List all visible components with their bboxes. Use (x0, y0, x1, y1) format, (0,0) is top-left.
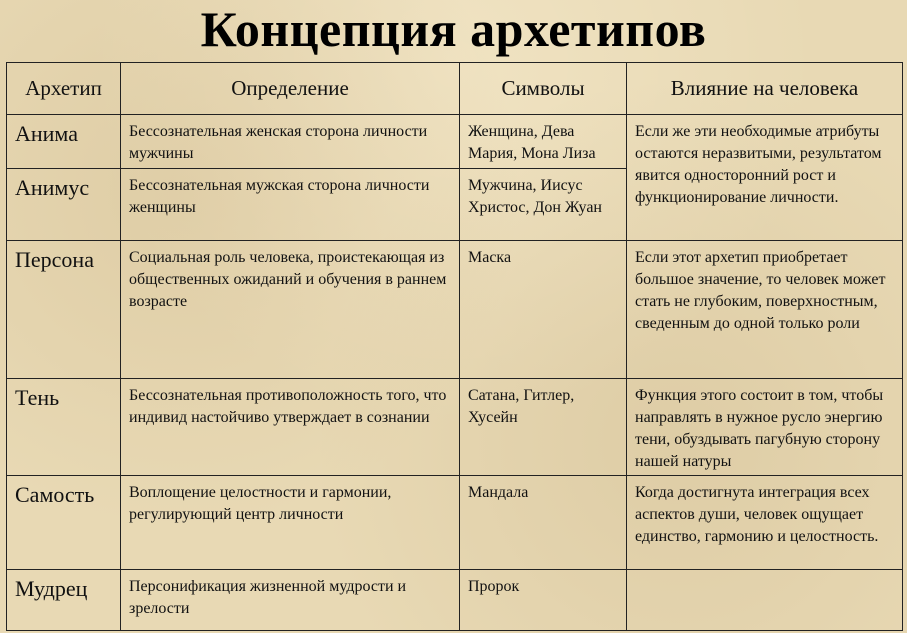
archetype-symbols: Пророк (460, 570, 627, 631)
archetype-definition: Бессознательная женская сторона личности мужчины (121, 115, 460, 169)
table-row (7, 241, 903, 379)
header-symbols: Символы (460, 63, 627, 115)
archetype-name: Персона (7, 241, 121, 379)
header-influence: Влияние на человека (627, 63, 903, 115)
archetype-name: Анимус (7, 169, 121, 241)
archetype-symbols: Мандала (460, 476, 627, 570)
archetype-definition: Социальная роль человека, проистекающая из общественных ожиданий и обучения в раннем возрасте (121, 241, 460, 379)
archetype-name: Самость (7, 476, 121, 570)
page-title: Концепция архетипов (200, 1, 707, 57)
table-row (7, 379, 903, 476)
header-archetype: Архетип (7, 63, 121, 115)
header-definition: Определение (121, 63, 460, 115)
archetype-influence: Функция этого состоит в том, чтобы направлять в нужное русло энергию тени, обуздывать пагубную сторону нашей натуры (627, 379, 903, 476)
archetype-influence: Если этот архетип приобретает большое значение, то человек может стать не глубоким, поверхностным, сведенным до одной только роли (627, 241, 903, 379)
archetype-definition: Бессознательная противоположность того, что индивид настойчиво утверждает в сознании (121, 379, 460, 476)
archetype-definition: Персонификация жизненной мудрости и зрелости (121, 570, 460, 631)
table-row (7, 115, 903, 169)
archetype-symbols: Женщина, Дева Мария, Мона Лиза (460, 115, 627, 169)
archetype-symbols: Сатана, Гитлер, Хусейн (460, 379, 627, 476)
archetype-influence: Когда достигнута интеграция всех аспектов души, человек ощущает единство, гармонию и целостность. (627, 476, 903, 570)
archetype-name: Тень (7, 379, 121, 476)
archetypes-table (6, 62, 903, 631)
archetype-definition: Бессознательная мужская сторона личности женщины (121, 169, 460, 241)
table-row (7, 476, 903, 570)
table-header-row (7, 63, 903, 115)
archetype-name: Анима (7, 115, 121, 169)
archetype-symbols: Маска (460, 241, 627, 379)
archetype-definition: Воплощение целостности и гармонии, регулирующий центр личности (121, 476, 460, 570)
archetype-name: Мудрец (7, 570, 121, 631)
archetype-influence (627, 570, 903, 631)
archetype-symbols: Мужчина, Иисус Христос, Дон Жуан (460, 169, 627, 241)
table-row (7, 570, 903, 631)
archetype-influence: Если же эти необходимые атрибуты остаются неразвитыми, результатом явится односторонний рост и функционирование личности. (627, 115, 903, 241)
